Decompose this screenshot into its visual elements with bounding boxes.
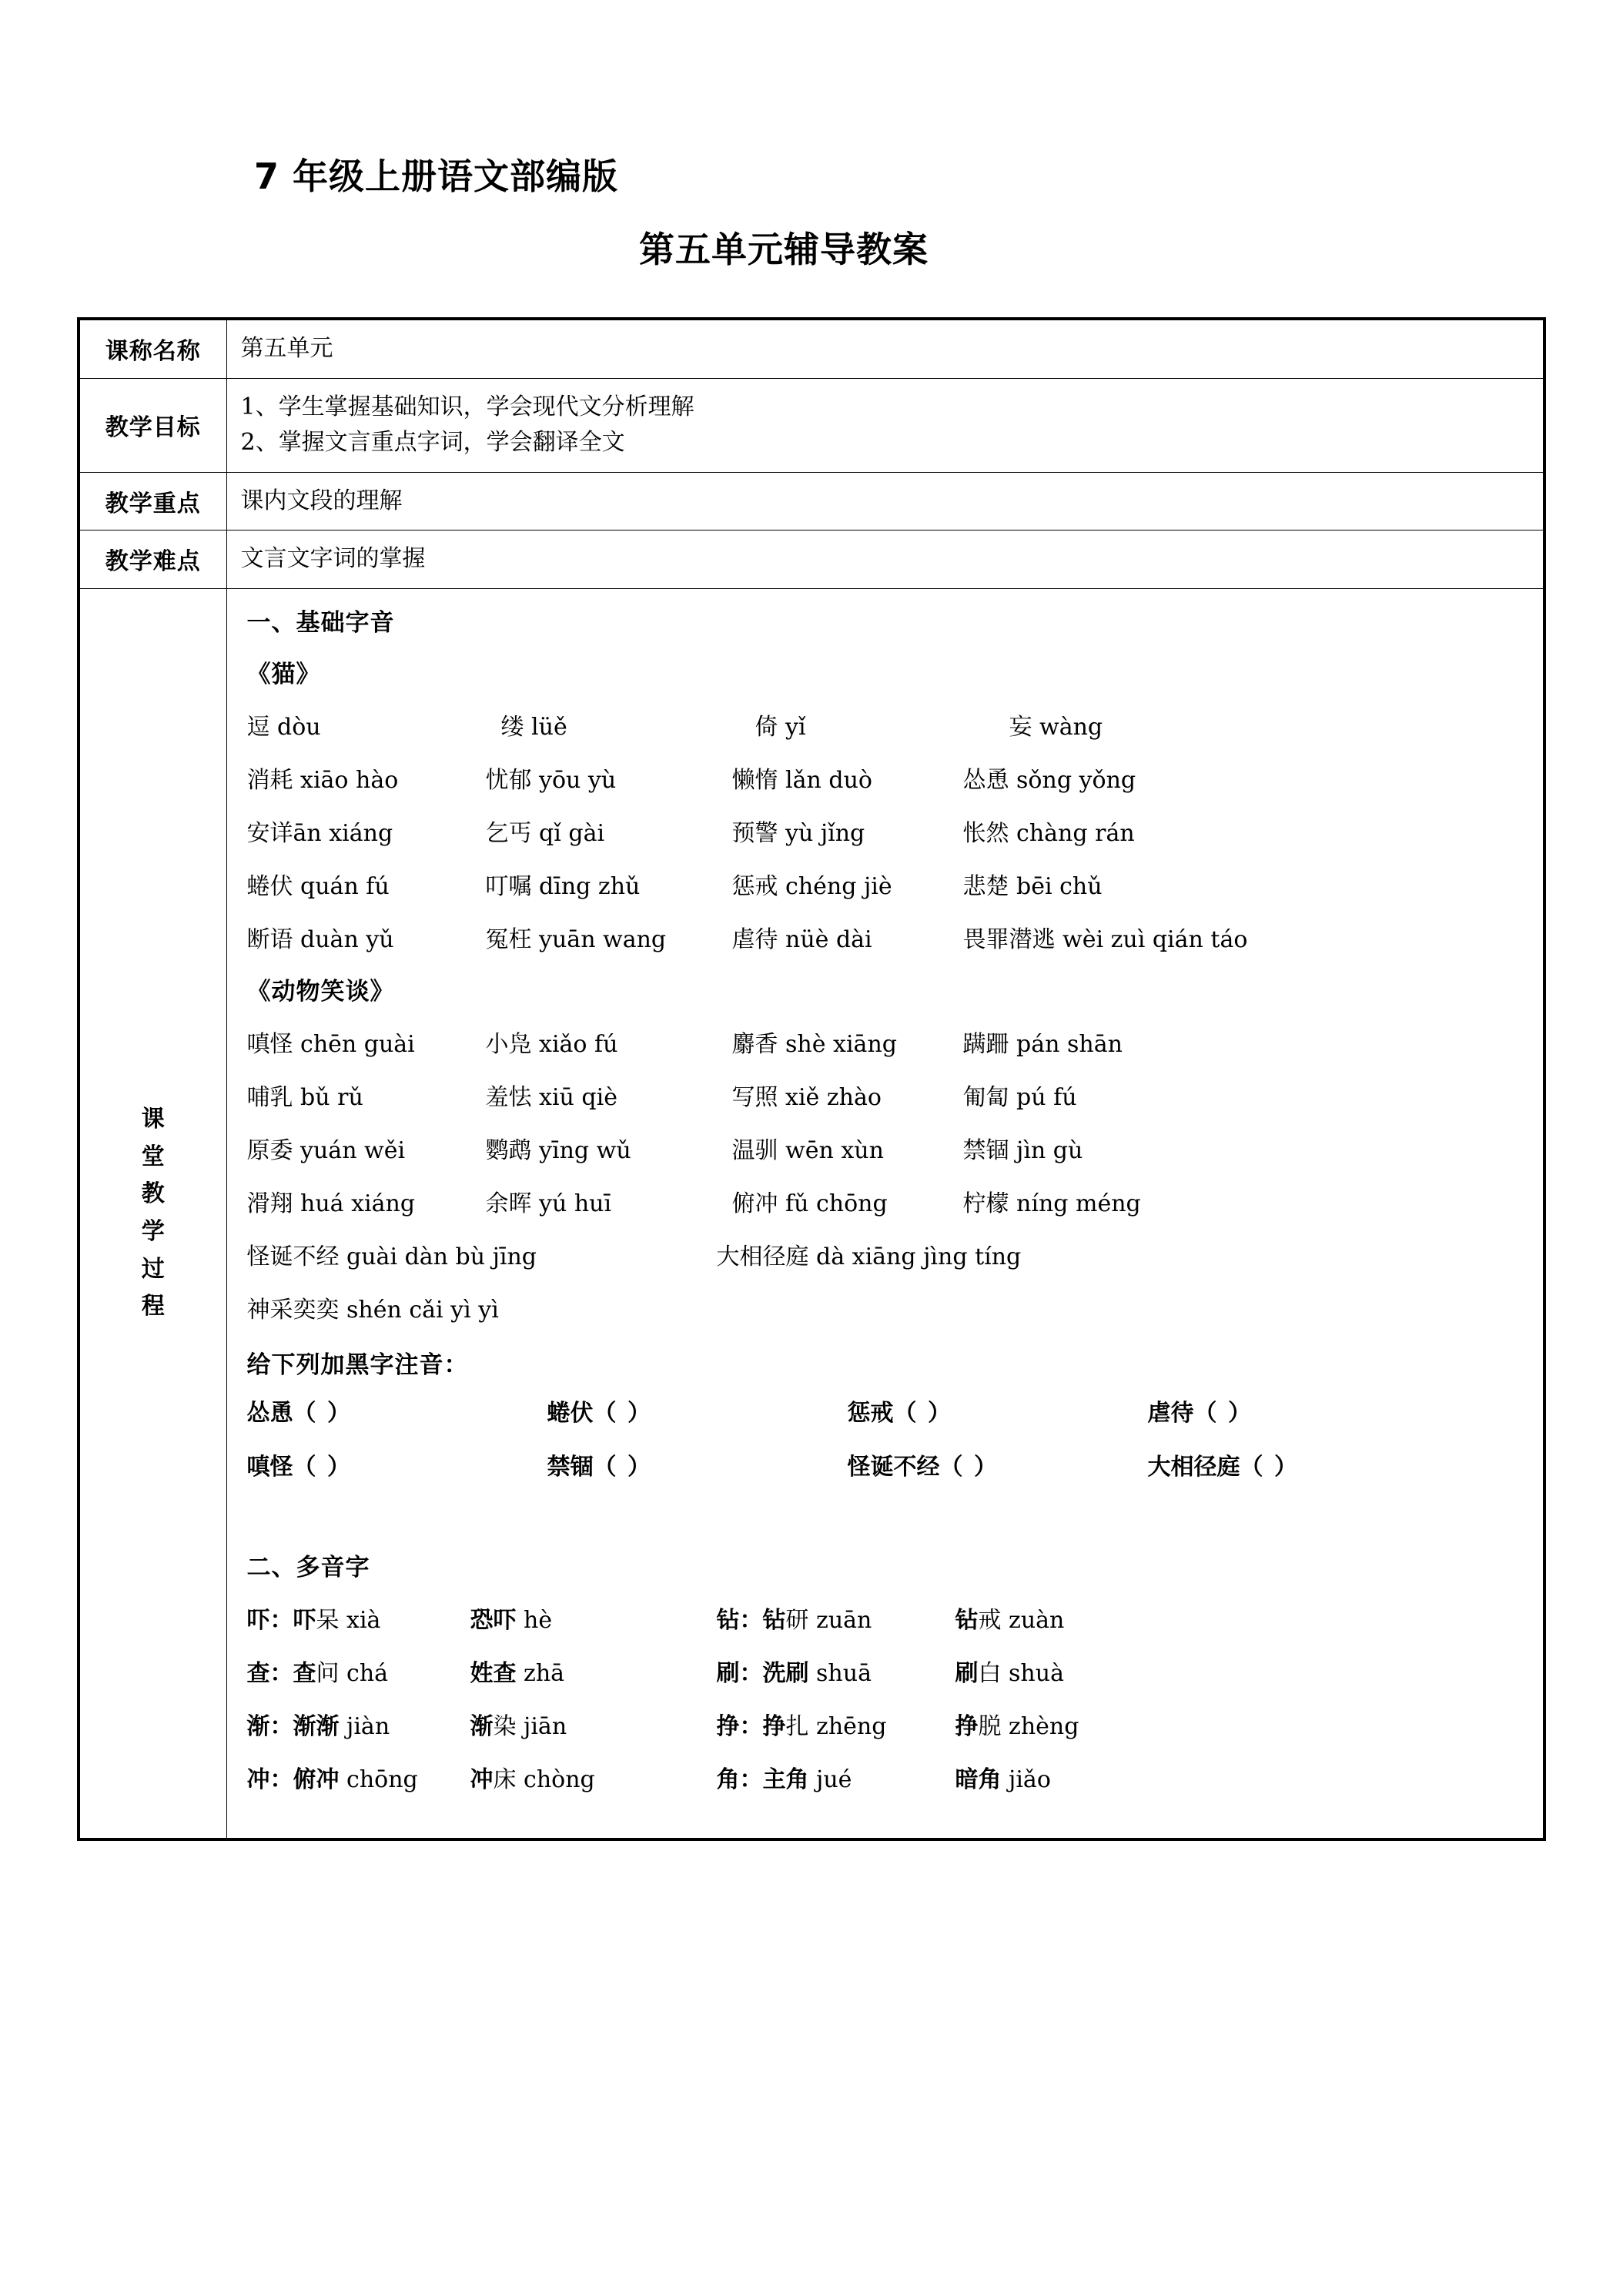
polyphone-reading xyxy=(293,1658,470,1689)
polyphone-keyword: 暗角 xyxy=(955,1766,1002,1794)
row-label-key-points: 教学重点 xyxy=(79,472,226,530)
pinyin-entry: 俯冲 fǔ chōng xyxy=(731,1190,888,1218)
pinyin-entry: 蜷伏 quán fú xyxy=(246,872,390,900)
answer-blank[interactable]: （ ） xyxy=(893,1400,952,1427)
polyphone-pinyin: jiàn xyxy=(339,1713,390,1741)
pinyin-entry: 嗔怪 chēn guài xyxy=(246,1031,415,1059)
pinyin-entry: 麝香 shè xiāng xyxy=(731,1031,897,1059)
pinyin-entry: 逗 dòu xyxy=(246,713,321,741)
pinyin-entry: 神采奕奕 shén cǎi yì yì xyxy=(246,1297,499,1324)
polyphone-char: 查： xyxy=(246,1660,293,1688)
answer-blank[interactable]: （ ） xyxy=(1193,1400,1253,1427)
exercise-word: 怪诞不经 xyxy=(847,1454,940,1481)
table-row-teaching-process xyxy=(79,588,1544,1839)
polyphone-reading xyxy=(293,1605,470,1635)
pinyin-entry: 鹦鹉 yīng wǔ xyxy=(485,1137,631,1165)
table-row-lesson-name xyxy=(79,319,1544,378)
polyphone-char: 渐： xyxy=(246,1713,293,1741)
polyphone-right xyxy=(717,1658,1530,1689)
table-row-objectives xyxy=(79,378,1544,472)
polyphone-reading xyxy=(763,1605,955,1635)
polyphone-pinyin: chōng xyxy=(339,1766,418,1794)
polyphone-pinyin: hè xyxy=(516,1607,553,1635)
pinyin-row xyxy=(247,1189,1530,1219)
pinyin-entry: 怅然 chàng rán xyxy=(962,819,1135,847)
polyphone-pinyin: 问 chá xyxy=(316,1660,389,1688)
polyphone-pinyin: 研 zuān xyxy=(785,1607,872,1635)
row-label-teaching-process xyxy=(79,588,226,1839)
polyphone-reading xyxy=(293,1712,470,1742)
pinyin-row xyxy=(247,712,1530,742)
polyphone-left xyxy=(247,1765,717,1795)
polyphone-pinyin: 床 chòng xyxy=(493,1766,595,1794)
pinyin-entry: 小凫 xiǎo fú xyxy=(485,1031,618,1059)
page-title-line-2: 第五单元辅导教案 xyxy=(639,229,929,270)
exercise-word: 大相径庭 xyxy=(1147,1454,1240,1481)
polyphone-pinyin: jiǎo xyxy=(1001,1766,1051,1794)
vertical-spacer xyxy=(247,1508,1530,1554)
pinyin-entry: 怂恿 sǒng yǒng xyxy=(962,766,1136,794)
vlabel-char: 学 xyxy=(141,1217,165,1245)
polyphone-left xyxy=(247,1712,717,1742)
pinyin-entry: 缕 lüě xyxy=(500,713,567,741)
exercise-instruction: 给下列加黑字注音： xyxy=(246,1351,469,1380)
exercise-word: 禁锢 xyxy=(547,1454,594,1481)
vlabel-char: 教 xyxy=(141,1180,165,1208)
polyphone-char: 刷： xyxy=(716,1660,763,1688)
objective-line-1: 1、学生掌握基础知识，学会现代文分析理解 xyxy=(240,393,694,420)
teaching-process-content xyxy=(226,588,1544,1839)
pinyin-entry: 柠檬 níng méng xyxy=(962,1190,1141,1218)
polyphone-keyword: 洗刷 xyxy=(762,1660,809,1688)
polyphone-keyword: 冲 xyxy=(470,1766,494,1794)
polyphone-pinyin: zhā xyxy=(516,1660,565,1688)
polyphone-keyword: 俯冲 xyxy=(293,1766,340,1794)
polyphone-right xyxy=(717,1765,1530,1795)
pinyin-entry: 温驯 wēn xùn xyxy=(731,1137,884,1165)
pinyin-entry: 乞丐 qǐ gài xyxy=(485,819,605,847)
polyphone-keyword: 渐渐 xyxy=(293,1713,340,1741)
document-title-block xyxy=(0,150,1623,276)
polyphone-left xyxy=(247,1605,717,1635)
pinyin-row xyxy=(247,1083,1530,1113)
row-value-difficulties: 文言文字词的掌握 xyxy=(226,530,1544,589)
pinyin-row xyxy=(247,818,1530,848)
polyphone-reading xyxy=(763,1712,955,1742)
polyphone-pinyin: 白 shuà xyxy=(978,1660,1064,1688)
polyphone-keyword: 姓查 xyxy=(470,1660,517,1688)
answer-blank[interactable]: （ ） xyxy=(293,1400,352,1427)
pinyin-entry: 原委 yuán wěi xyxy=(246,1137,406,1165)
answer-blank[interactable]: （ ） xyxy=(293,1454,352,1481)
pinyin-entry: 懒惰 lǎn duò xyxy=(731,766,872,794)
row-label-lesson-name: 课称名称 xyxy=(79,319,226,378)
pinyin-entry: 大相径庭 dà xiāng jìng tíng xyxy=(716,1243,1022,1271)
pinyin-row xyxy=(247,925,1530,955)
row-value-key-points: 课内文段的理解 xyxy=(226,472,1544,530)
pinyin-entry: 消耗 xiāo hào xyxy=(246,766,399,794)
objective-line-2: 2、掌握文言重点字词，学会翻译全文 xyxy=(240,429,625,456)
exercise-row xyxy=(247,1400,1530,1427)
polyphone-pinyin: 脱 zhèng xyxy=(978,1713,1079,1741)
polyphone-right xyxy=(717,1712,1530,1742)
pinyin-entry: 惩戒 chéng jiè xyxy=(731,872,892,900)
polyphone-keyword: 钻 xyxy=(762,1607,786,1635)
exercise-item xyxy=(848,1400,1148,1427)
polyphone-reading xyxy=(293,1765,470,1795)
pinyin-row xyxy=(247,872,1530,902)
section-heading-basic-pronunciation: 一、基础字音 xyxy=(246,608,395,637)
exercise-item xyxy=(547,1400,848,1427)
answer-blank[interactable]: （ ） xyxy=(939,1454,999,1481)
pinyin-entry: 安详ān xiáng xyxy=(246,819,393,847)
pinyin-entry: 冤枉 yuān wang xyxy=(485,925,667,953)
exercise-word: 惩戒 xyxy=(847,1400,894,1427)
table-row-difficulties xyxy=(79,530,1544,589)
polyphone-keyword: 吓 xyxy=(293,1607,316,1635)
pinyin-row xyxy=(247,1295,1530,1325)
pinyin-entry: 怪诞不经 guài dàn bù jīng xyxy=(246,1243,537,1271)
pinyin-row xyxy=(247,1242,1530,1272)
pinyin-entry: 余晖 yú huī xyxy=(485,1190,612,1218)
exercise-item xyxy=(247,1400,547,1427)
pinyin-entry: 预警 yù jǐng xyxy=(731,819,865,847)
polyphone-left xyxy=(247,1658,717,1689)
pinyin-entry: 匍匐 pú fú xyxy=(962,1084,1077,1112)
vlabel-char: 课 xyxy=(141,1106,165,1133)
pinyin-entry: 禁锢 jìn gù xyxy=(962,1137,1083,1165)
pinyin-entry: 羞怯 xiū qiè xyxy=(485,1084,617,1112)
polyphone-pinyin: 呆 xià xyxy=(316,1607,381,1635)
exercise-word: 蜷伏 xyxy=(547,1400,594,1427)
polyphone-pinyin: shuā xyxy=(808,1660,872,1688)
polyphone-pinyin: 染 jiān xyxy=(493,1713,567,1741)
polyphone-row xyxy=(247,1765,1530,1795)
row-label-objectives: 教学目标 xyxy=(79,378,226,472)
pinyin-row xyxy=(247,1029,1530,1059)
exercise-item xyxy=(247,1454,547,1481)
answer-blank[interactable]: （ ） xyxy=(1240,1454,1299,1481)
pinyin-entry: 蹒跚 pán shān xyxy=(962,1031,1123,1059)
pinyin-entry: 倚 yǐ xyxy=(755,713,806,741)
row-label-difficulties: 教学难点 xyxy=(79,530,226,589)
pinyin-entry: 滑翔 huá xiáng xyxy=(246,1190,416,1218)
polyphone-keyword: 主角 xyxy=(762,1766,809,1794)
book-title-animal-jokes: 《动物笑谈》 xyxy=(246,977,395,1006)
polyphone-pinyin: 扎 zhēng xyxy=(785,1713,887,1741)
polyphone-pinyin: 戒 zuàn xyxy=(978,1607,1065,1635)
vlabel-char: 程 xyxy=(141,1293,165,1320)
vlabel-char: 过 xyxy=(141,1255,165,1283)
pinyin-entry: 妄 wàng xyxy=(1009,713,1103,741)
pinyin-entry: 写照 xiě zhào xyxy=(731,1084,882,1112)
polyphone-right xyxy=(717,1605,1530,1635)
pinyin-entry: 畏罪潜逃 wèi zuì qián táo xyxy=(962,925,1248,953)
row-value-lesson-name: 第五单元 xyxy=(226,319,1544,378)
polyphone-char: 钻： xyxy=(716,1607,763,1635)
polyphone-keyword: 恐吓 xyxy=(470,1607,517,1635)
polyphone-pinyin: jué xyxy=(808,1766,852,1794)
section-heading-polyphones: 二、多音字 xyxy=(246,1554,370,1582)
pinyin-entry: 忧郁 yōu yù xyxy=(485,766,617,794)
polyphone-keyword: 挣 xyxy=(762,1713,786,1741)
exercise-word: 怂恿 xyxy=(246,1400,293,1427)
polyphone-row xyxy=(247,1605,1530,1635)
row-value-objectives xyxy=(226,378,1544,472)
pinyin-row xyxy=(247,1136,1530,1166)
pinyin-entry: 哺乳 bǔ rǔ xyxy=(246,1084,363,1112)
polyphone-char: 冲： xyxy=(246,1766,293,1794)
polyphone-reading xyxy=(763,1765,955,1795)
polyphone-char: 吓： xyxy=(246,1607,293,1635)
vlabel-char: 堂 xyxy=(141,1143,165,1170)
page-title-line-1: 7 年级上册语文部编版 xyxy=(254,156,619,197)
pinyin-entry: 悲楚 bēi chǔ xyxy=(962,872,1103,900)
polyphone-row xyxy=(247,1658,1530,1689)
pinyin-entry: 虐待 nüè dài xyxy=(731,925,872,953)
exercise-row xyxy=(247,1454,1530,1481)
polyphone-keyword: 钻 xyxy=(955,1607,979,1635)
exercise-word: 虐待 xyxy=(1147,1400,1194,1427)
answer-blank[interactable]: （ ） xyxy=(593,1454,652,1481)
polyphone-char: 挣： xyxy=(716,1713,763,1741)
polyphone-char: 角： xyxy=(716,1766,763,1794)
polyphone-keyword: 刷 xyxy=(955,1660,979,1688)
pinyin-entry: 叮嘱 dīng zhǔ xyxy=(485,872,641,900)
pinyin-row xyxy=(247,765,1530,795)
polyphone-keyword: 查 xyxy=(293,1660,316,1688)
polyphone-keyword: 渐 xyxy=(470,1713,494,1741)
exercise-item xyxy=(848,1454,1148,1481)
polyphone-reading xyxy=(763,1658,955,1689)
polyphone-keyword: 挣 xyxy=(955,1713,979,1741)
table-row-key-points xyxy=(79,472,1544,530)
book-title-cat: 《猫》 xyxy=(246,660,321,688)
answer-blank[interactable]: （ ） xyxy=(593,1400,652,1427)
exercise-item xyxy=(547,1454,848,1481)
lesson-plan-table xyxy=(77,317,1546,1841)
exercise-item xyxy=(1148,1454,1530,1481)
exercise-word: 嗔怪 xyxy=(246,1454,293,1481)
pinyin-entry: 断语 duàn yǔ xyxy=(246,925,394,953)
polyphone-row xyxy=(247,1712,1530,1742)
exercise-item xyxy=(1148,1400,1530,1427)
